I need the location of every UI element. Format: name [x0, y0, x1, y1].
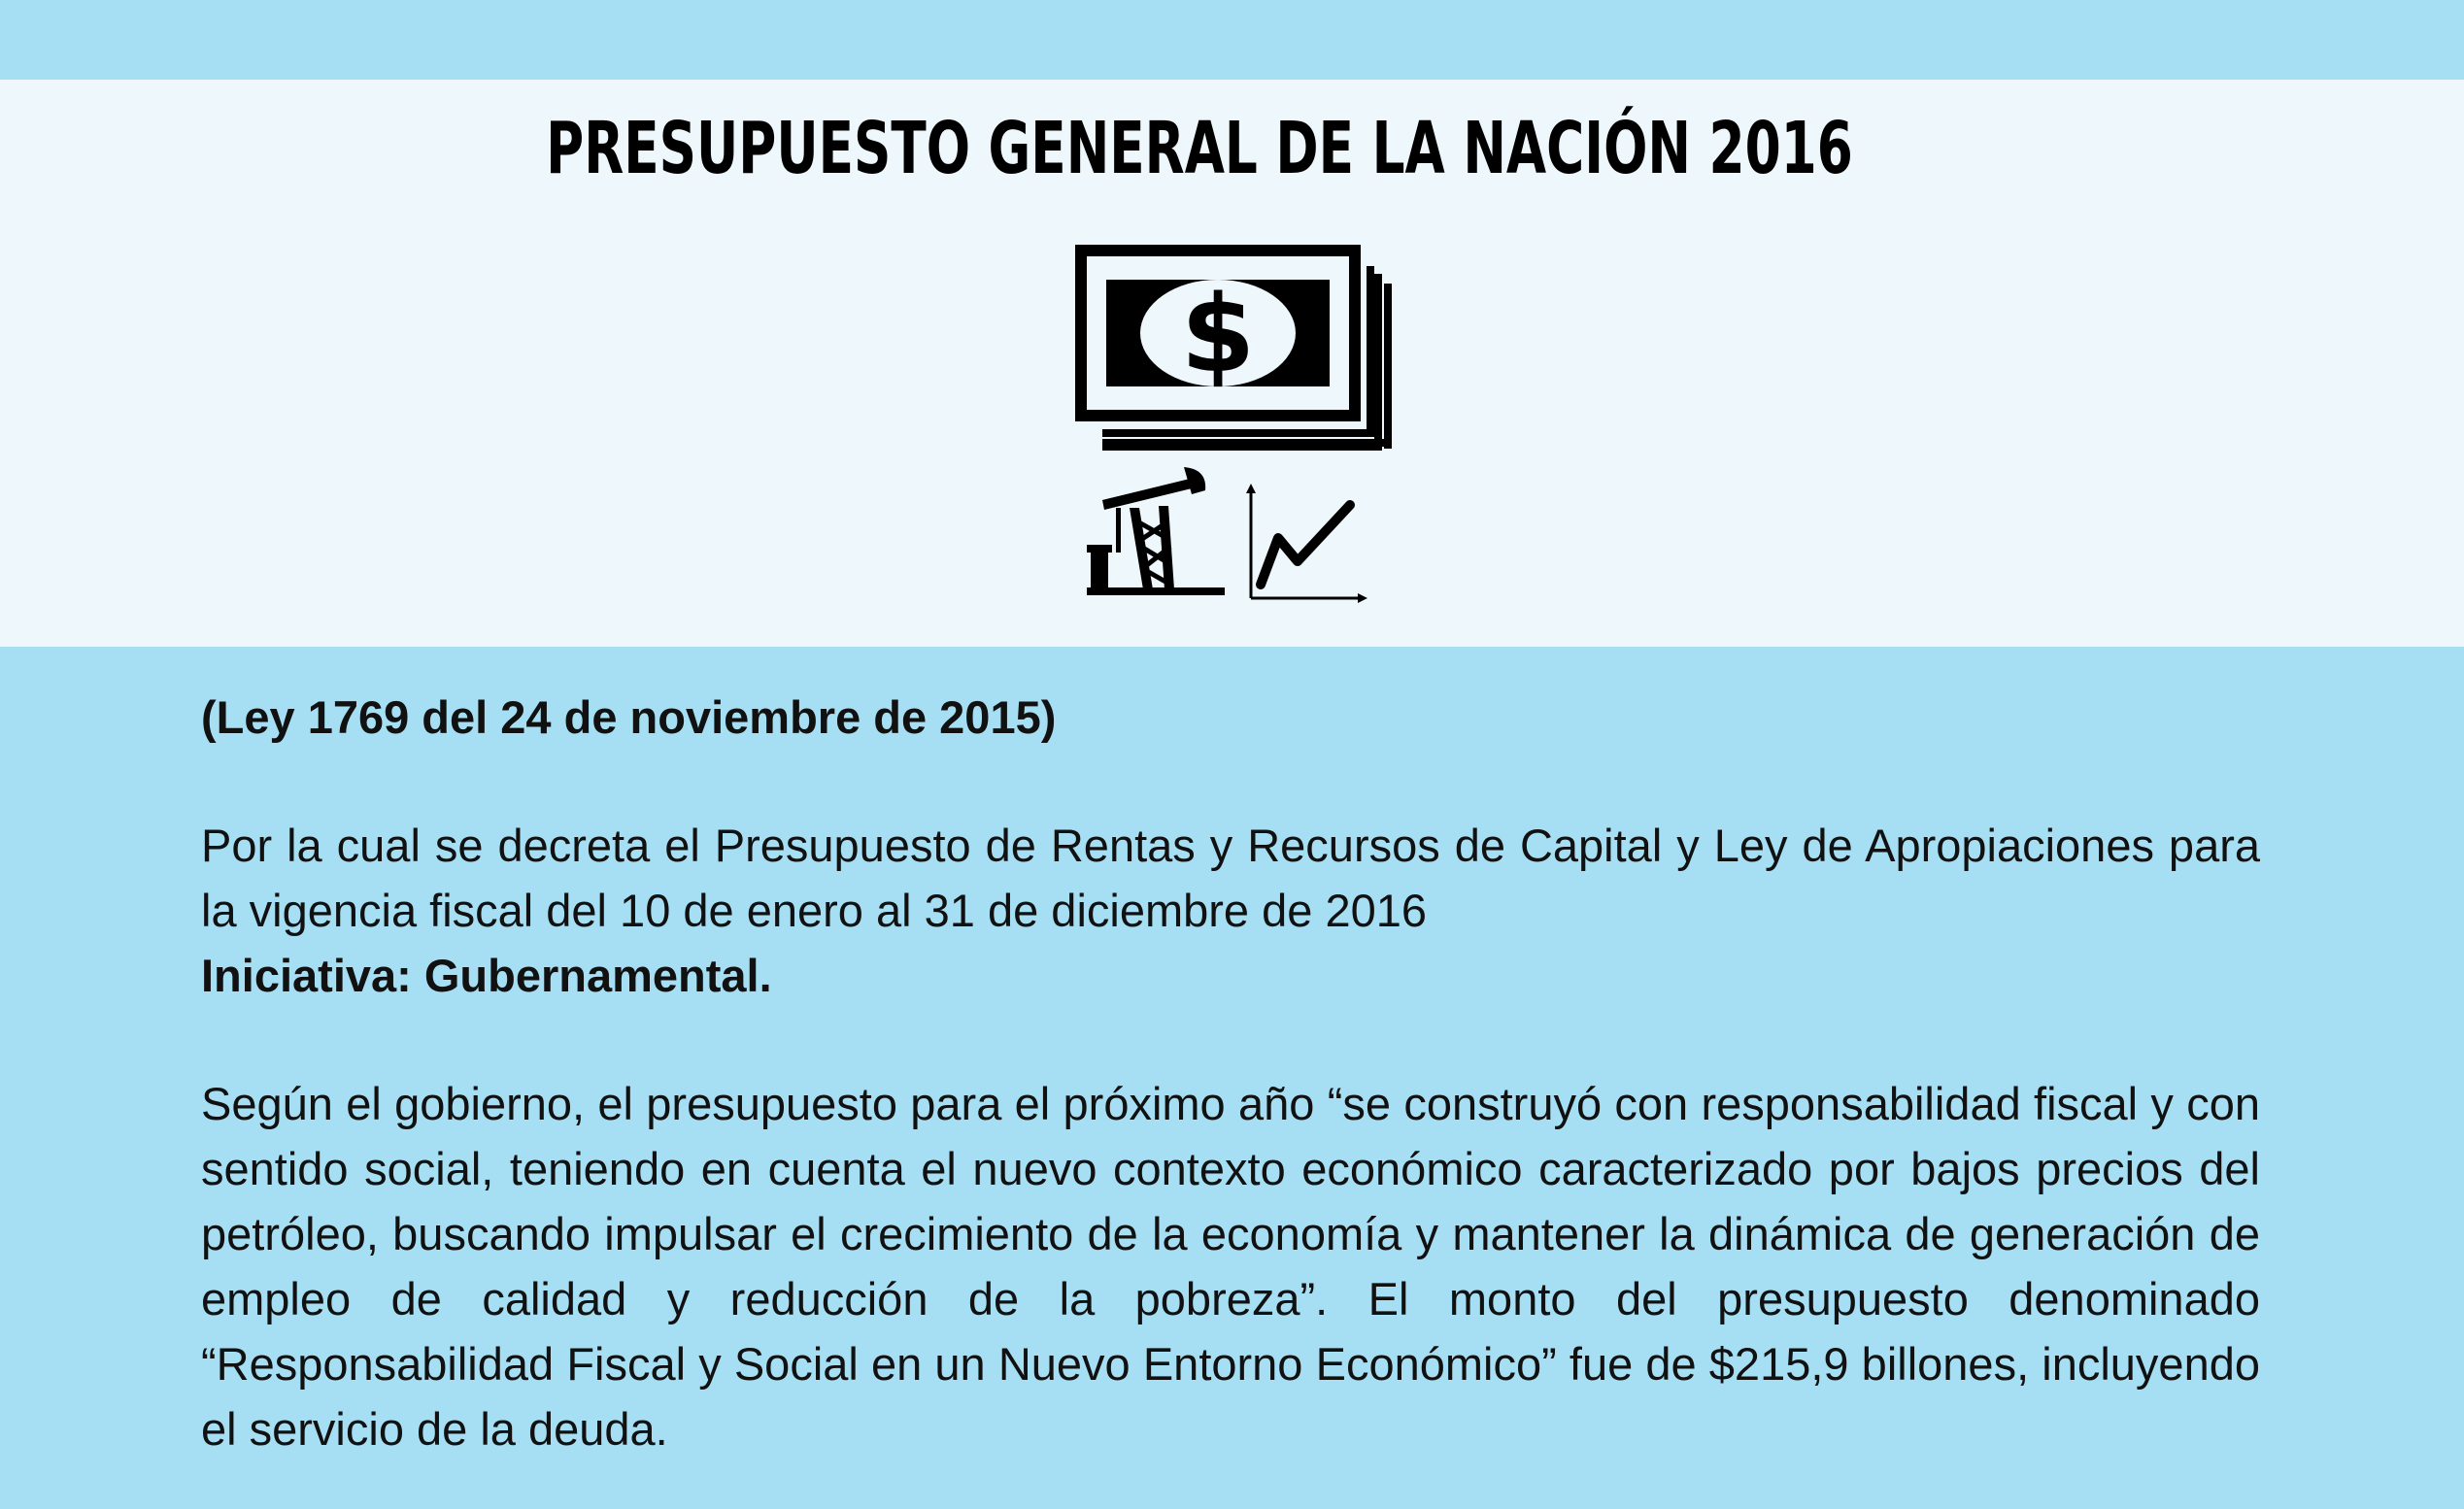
initiative-label: Iniciativa: Gubernamental.	[201, 950, 772, 1001]
description-text: Según el gobierno, el presupuesto para el próximo año “se construyó con responsabilidad fiscal y con sentido social, teniendo en cuenta el nuevo contexto económico caracterizado por bajos precios del petróleo, buscando impulsar el crecimiento de la economía y mantener la dinámica de generación de empleo de calidad y reducción de la pobreza”. El monto del presupuesto denominado “Responsabilidad Fiscal y Social en un Nuevo Entorno Económico” fue de $215,9 billones, incluyendo el servicio de la deuda.	[201, 1078, 2260, 1455]
top-band	[0, 0, 2464, 80]
decree-text: Por la cual se decreta el Presupuesto de Rentas y Recursos de Capital y Ley de Apropiaciones para la vigencia fiscal del 10 de enero al 31 de diciembre de 2016	[201, 820, 2260, 936]
oil-pump-icon	[1083, 461, 1229, 602]
money-bills-icon	[1073, 245, 1403, 458]
rising-chart-icon	[1241, 484, 1367, 605]
page-title: PRESUPUESTO GENERAL DE LA NACIÓN 2016	[546, 107, 1853, 190]
svg-text:$: $	[1180, 272, 1256, 396]
content-section	[201, 685, 2260, 1461]
law-reference: (Ley 1769 del 24 de noviembre de 2015)	[201, 691, 1057, 743]
